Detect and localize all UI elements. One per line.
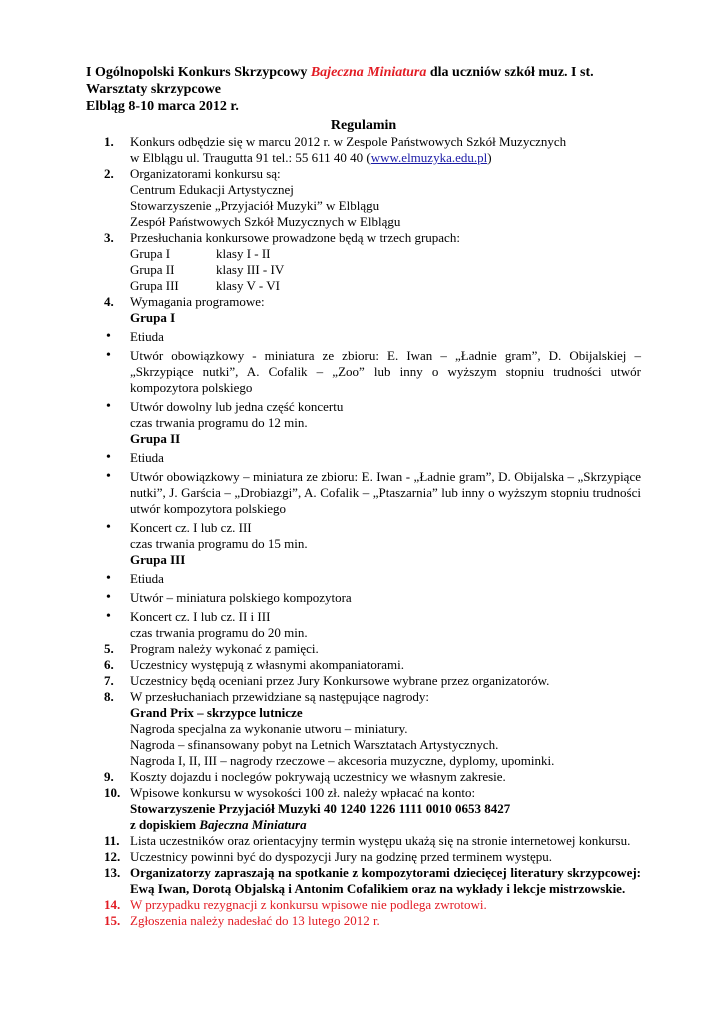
bullet-icon: • [106,590,111,605]
website-link[interactable]: www.elmuzyka.edu.pl [370,150,488,165]
bullet-icon: • [106,469,111,484]
list-item-11: 11. Lista uczestników oraz orientacyjny termin występu ukażą się na stronie internetowej konkursu. [104,833,631,848]
header-line-3: Elbląg 8-10 marca 2012 r. [86,99,239,114]
competition-name: Bajeczna Miniatura [310,65,427,80]
bullet-icon: • [106,348,111,363]
bullet-icon: • [106,571,111,586]
bullet-icon: • [106,399,111,414]
list-item-2: 2. Organizatorami konkursu są: Centrum Edukacji Artystycznej Stowarzyszenie „Przyjaciół Muzyki” w Elblągu Zespół Państwowych Szkół Muzycznych w Elblągu [104,166,401,229]
bullet-item: • Etiuda [106,450,164,465]
list-item-8: 8. W przesłuchaniach przewidziane są następujące nagrody: Grand Prix – skrzypce lutnicze Nagroda specjalna za wykonanie utworu – miniatury. Nagroda – sfinansowany pobyt na Letnich Warsztatach Artystycznych. Nagroda I, II, III – nagrody rzeczowe – akcesoria muzyczne, dyplomy, upominki. [104,689,555,768]
header [86,64,641,115]
bank-account: Stowarzyszenie Przyjaciół Muzyki 40 1240 1226 1111 0010 0653 8427 [130,801,511,816]
list-item-13: 13. Organizatorzy zapraszają na spotkanie z kompozytorami dziecięcej literatury skrzypcowej: Ewą Iwan, Dorotą Objalską i Antonim Cofalikiem oraz na wykłady i lekcje mistrzowskie. [104,865,641,896]
bullet-item: • Koncert cz. I lub cz. II i III czas trwania programu do 20 min. [106,609,308,640]
list-item-3: 3. Przesłuchania konkursowe prowadzone będą w trzech grupach: Grupa I klasy I - II Grupa II klasy III - IV Grupa III klasy V - VI [86,230,641,294]
bullet-icon: • [106,450,111,465]
bullet-item: • Utwór dowolny lub jedna część koncertu czas trwania programu do 12 min. Grupa II [106,399,344,446]
header-line-2: Warsztaty skrzypcowe [86,82,221,97]
bullet-item: • Etiuda [106,571,164,586]
header-line-1: I Ogólnopolski Konkurs Skrzypcowy Bajeczna Miniatura dla uczniów szkół muz. I st. [86,65,594,80]
list-item-14: 14. W przypadku rezygnacji z konkursu wpisowe nie podlega zwrotowi. [104,897,487,912]
page-title: Regulamin [330,118,397,133]
list-item-9: 9. Koszty dojazdu i noclegów pokrywają uczestnicy we własnym zakresie. [104,769,506,784]
bullet-item: • Utwór obowiązkowy – miniatura ze zbioru: E. Iwan - „Ładnie gram”, D. Obijalska – „Skrzypiące nutki”, J. Garścia – „Drobiazgi”, A. Cofalik – „Ptaszarnia” lub inny o wyższym stopniu trudności utwór kompozytora polskiego [106,469,641,516]
list-item-12: 12. Uczestnicy powinni być do dyspozycji Jury na godzinę przed terminem występu. [104,849,553,864]
bullet-icon: • [106,329,111,344]
bullet-icon: • [106,609,111,624]
list-item-15: 15. Zgłoszenia należy nadesłać do 13 lutego 2012 r. [104,913,380,928]
bullet-icon: • [106,520,111,535]
document-page [86,64,641,929]
group-row: Grupa II klasy III - IV [130,262,285,277]
group-row: Grupa III klasy V - VI [130,278,280,293]
list-item-5: 5. Program należy wykonać z pamięci. [104,641,319,656]
list-item-7: 7. Uczestnicy będą oceniani przez Jury Konkursowe wybrane przez organizatorów. [104,673,550,688]
list-item-10: 10. Wpisowe konkursu w wysokości 100 zł. należy wpłacać na konto: Stowarzyszenie Przyjaciół Muzyki 40 1240 1226 1111 0010 0653 8427 z dopiskiem Bajeczna Miniatura [104,785,511,832]
bullet-item: • Utwór obowiązkowy - miniatura ze zbioru: E. Iwan – „Ładnie gram”, D. Obijalskiej – „Skrzypiące nutki”, A. Cofalik – „Zoo” lub inny o wyższym stopniu trudności utwór kompozytora polskiego [106,348,641,395]
list-item-4: 4. Wymagania programowe: Grupa I [104,294,265,325]
bullet-item: • Etiuda [106,329,164,344]
bullet-item: • Utwór – miniatura polskiego kompozytora [106,590,352,605]
group-row: Grupa I klasy I - II [130,246,271,261]
bullet-item: • Koncert cz. I lub cz. III czas trwania programu do 15 min. Grupa III [106,520,308,567]
list-item-1: 1. Konkurs odbędzie się w marcu 2012 r. w Zespole Państwowych Szkół Muzycznych w Elblągu ul. Traugutta 91 tel.: 55 611 40 40 (www.elmuzyka.edu.pl) [104,134,567,165]
list-item-6: 6. Uczestnicy występują z własnymi akompaniatorami. [104,657,405,672]
